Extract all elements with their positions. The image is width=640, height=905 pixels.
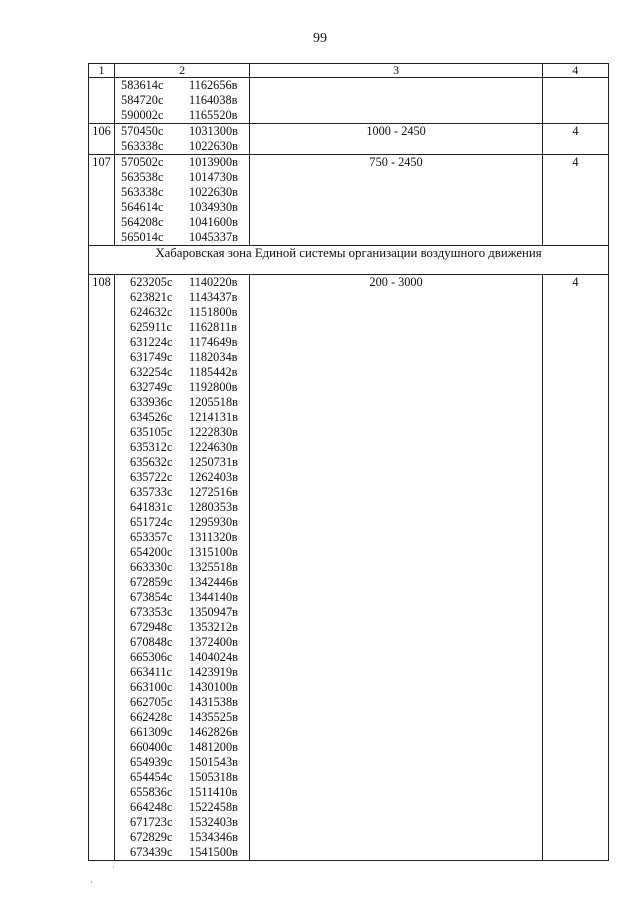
latitude: 634526с xyxy=(130,410,173,424)
airspace-table xyxy=(88,63,609,861)
longitude: 1481200в xyxy=(189,740,238,754)
longitude: 1162656в xyxy=(189,78,238,92)
latitude: 673854с xyxy=(130,590,173,604)
coordinate-pair xyxy=(115,695,249,710)
longitude: 1295930в xyxy=(189,515,238,529)
page-number: 99 xyxy=(313,31,327,46)
longitude: 1541500в xyxy=(189,845,238,859)
latitude: 671723с xyxy=(130,815,173,829)
latitude: 641831с xyxy=(130,500,173,514)
longitude: 1182034в xyxy=(189,350,238,364)
longitude: 1205518в xyxy=(189,395,238,409)
longitude: 1022630в xyxy=(189,185,238,199)
latitude: 665306с xyxy=(130,650,173,664)
coordinate-pair xyxy=(115,485,249,500)
latitude: 632749с xyxy=(130,380,173,394)
coordinate-pair xyxy=(115,365,249,380)
coordinate-pair xyxy=(115,815,249,830)
latitude: 662705с xyxy=(130,695,173,709)
latitude: 672829с xyxy=(130,830,173,844)
latitude: 563338с xyxy=(121,139,164,153)
latitude: 590002с xyxy=(121,108,164,122)
coordinate-pair xyxy=(115,620,249,635)
zone-row xyxy=(89,246,609,275)
latitude: 654939с xyxy=(130,755,173,769)
latitude: 563338с xyxy=(121,185,164,199)
latitude: 631224с xyxy=(130,335,173,349)
longitude: 1151800в xyxy=(189,305,238,319)
latitude: 663411с xyxy=(130,665,172,679)
coordinate-pair xyxy=(115,395,249,410)
coordinate-pair xyxy=(115,665,249,680)
altitude-range: 200 - 3000 xyxy=(250,275,543,861)
longitude: 1214131в xyxy=(189,410,238,424)
latitude: 635105с xyxy=(130,425,173,439)
longitude: 1505318в xyxy=(189,770,238,784)
table-row xyxy=(89,78,609,124)
coordinate-pair xyxy=(115,410,249,425)
latitude: 654454с xyxy=(130,770,173,784)
row-number: 107 xyxy=(89,155,115,246)
latitude: 633936с xyxy=(130,395,173,409)
coordinate-pair xyxy=(115,560,249,575)
header-col-4: 4 xyxy=(542,64,608,78)
coordinate-pair xyxy=(115,78,249,93)
longitude: 1022630в xyxy=(189,139,238,153)
coordinate-pair xyxy=(115,680,249,695)
longitude: 1272516в xyxy=(189,485,238,499)
longitude: 1325518в xyxy=(189,560,238,574)
longitude: 1532403в xyxy=(189,815,238,829)
coordinates-cell xyxy=(115,155,250,246)
longitude: 1430100в xyxy=(189,680,238,694)
longitude: 1350947в xyxy=(189,605,238,619)
latitude: 632254с xyxy=(130,365,173,379)
latitude: 662428с xyxy=(130,710,173,724)
longitude: 1423919в xyxy=(189,665,238,679)
coordinate-pair xyxy=(115,455,249,470)
coordinate-pair xyxy=(115,470,249,485)
scan-speck: · xyxy=(90,877,93,887)
latitude: 653357с xyxy=(130,530,173,544)
longitude: 1192800в xyxy=(189,380,238,394)
coordinate-pair xyxy=(115,200,249,215)
coordinate-pair xyxy=(115,500,249,515)
column-4-value: 4 xyxy=(542,155,608,246)
coordinate-pair xyxy=(115,380,249,395)
latitude: 663100с xyxy=(130,680,173,694)
coordinate-pair xyxy=(115,108,249,123)
longitude: 1143437в xyxy=(189,290,238,304)
coordinate-pair xyxy=(115,230,249,245)
coordinate-pair xyxy=(115,93,249,108)
coordinate-pair xyxy=(115,530,249,545)
longitude: 1501543в xyxy=(189,755,238,769)
longitude: 1165520в xyxy=(189,108,238,122)
longitude: 1462826в xyxy=(189,725,238,739)
latitude: 564208с xyxy=(121,215,164,229)
longitude: 1353212в xyxy=(189,620,238,634)
coordinate-pair xyxy=(115,350,249,365)
latitude: 651724с xyxy=(130,515,173,529)
longitude: 1431538в xyxy=(189,695,238,709)
latitude: 635722с xyxy=(130,470,173,484)
coordinate-pair xyxy=(115,440,249,455)
latitude: 661309с xyxy=(130,725,173,739)
latitude: 673439с xyxy=(130,845,173,859)
zone-title: Хабаровская зона Единой системы организации воздушного движения xyxy=(89,246,609,275)
longitude: 1280353в xyxy=(189,500,238,514)
longitude: 1222830в xyxy=(189,425,238,439)
longitude: 1250731в xyxy=(189,455,238,469)
table-row xyxy=(89,275,609,861)
coordinate-pair xyxy=(115,305,249,320)
latitude: 635632с xyxy=(130,455,173,469)
coordinates-cell xyxy=(115,275,250,861)
longitude: 1140220в xyxy=(189,275,238,289)
latitude: 672859с xyxy=(130,575,173,589)
coordinate-pair xyxy=(115,770,249,785)
latitude: 672948с xyxy=(130,620,173,634)
coordinate-pair xyxy=(115,215,249,230)
latitude: 623821с xyxy=(130,290,173,304)
longitude: 1041600в xyxy=(189,215,238,229)
longitude: 1372400в xyxy=(189,635,238,649)
longitude: 1522458в xyxy=(189,800,238,814)
coordinate-pair xyxy=(115,845,249,860)
row-number xyxy=(89,78,115,124)
longitude: 1174649в xyxy=(189,335,238,349)
latitude: 635733с xyxy=(130,485,173,499)
coordinate-pair xyxy=(115,725,249,740)
latitude: 584720с xyxy=(121,93,164,107)
column-4-value xyxy=(542,78,608,124)
coordinate-pair xyxy=(115,275,249,290)
coordinate-pair xyxy=(115,590,249,605)
row-number: 106 xyxy=(89,124,115,155)
longitude: 1013900в xyxy=(189,155,238,169)
altitude-range: 750 - 2450 xyxy=(250,155,543,246)
longitude: 1342446в xyxy=(189,575,238,589)
coordinates-cell xyxy=(115,78,250,124)
coordinate-pair xyxy=(115,785,249,800)
latitude: 570502с xyxy=(121,155,164,169)
coordinate-pair xyxy=(115,290,249,305)
longitude: 1404024в xyxy=(189,650,238,664)
altitude-range: 1000 - 2450 xyxy=(250,124,543,155)
longitude: 1311320в xyxy=(189,530,238,544)
coordinate-pair xyxy=(115,185,249,200)
latitude: 660400с xyxy=(130,740,173,754)
coordinate-pair xyxy=(115,545,249,560)
latitude: 670848с xyxy=(130,635,173,649)
longitude: 1224630в xyxy=(189,440,238,454)
latitude: 623205с xyxy=(130,275,173,289)
coordinate-pair xyxy=(115,170,249,185)
coordinate-pair xyxy=(115,124,249,139)
longitude: 1511410в xyxy=(189,785,238,799)
latitude: 625911с xyxy=(130,320,172,334)
coordinate-pair xyxy=(115,710,249,725)
latitude: 673353с xyxy=(130,605,173,619)
header-col-1: 1 xyxy=(89,64,115,78)
longitude: 1045337в xyxy=(189,230,238,244)
latitude: 570450с xyxy=(121,124,164,138)
coordinate-pair xyxy=(115,155,249,170)
coordinate-pair xyxy=(115,575,249,590)
header-col-3: 3 xyxy=(250,64,543,78)
coordinate-pair xyxy=(115,740,249,755)
longitude: 1031300в xyxy=(189,124,238,138)
latitude: 664248с xyxy=(130,800,173,814)
longitude: 1435525в xyxy=(189,710,238,724)
longitude: 1162811в xyxy=(189,320,237,334)
latitude: 565014с xyxy=(121,230,164,244)
latitude: 631749с xyxy=(130,350,173,364)
table-header-row xyxy=(89,64,609,78)
coordinates-cell xyxy=(115,124,250,155)
table-row xyxy=(89,124,609,155)
coordinate-pair xyxy=(115,335,249,350)
coordinate-pair xyxy=(115,800,249,815)
table-row xyxy=(89,155,609,246)
longitude: 1262403в xyxy=(189,470,238,484)
scan-speck: · xyxy=(112,862,115,872)
longitude: 1014730в xyxy=(189,170,238,184)
column-4-value: 4 xyxy=(542,275,608,861)
latitude: 564614с xyxy=(121,200,164,214)
coordinate-pair xyxy=(115,635,249,650)
latitude: 583614с xyxy=(121,78,164,92)
row-number: 108 xyxy=(89,275,115,861)
longitude: 1315100в xyxy=(189,545,238,559)
latitude: 655836с xyxy=(130,785,173,799)
header-col-2: 2 xyxy=(115,64,250,78)
coordinate-pair xyxy=(115,650,249,665)
latitude: 563538с xyxy=(121,170,164,184)
column-4-value: 4 xyxy=(542,124,608,155)
longitude: 1164038в xyxy=(189,93,238,107)
coordinate-pair xyxy=(115,515,249,530)
coordinate-pair xyxy=(115,320,249,335)
longitude: 1344140в xyxy=(189,590,238,604)
longitude: 1185442в xyxy=(189,365,238,379)
coordinate-pair xyxy=(115,830,249,845)
latitude: 663330с xyxy=(130,560,173,574)
coordinate-pair xyxy=(115,755,249,770)
latitude: 654200с xyxy=(130,545,173,559)
coordinate-pair xyxy=(115,605,249,620)
coordinate-pair xyxy=(115,425,249,440)
altitude-range xyxy=(250,78,543,124)
latitude: 635312с xyxy=(130,440,173,454)
longitude: 1534346в xyxy=(189,830,238,844)
longitude: 1034930в xyxy=(189,200,238,214)
latitude: 624632с xyxy=(130,305,173,319)
coordinate-pair xyxy=(115,139,249,154)
